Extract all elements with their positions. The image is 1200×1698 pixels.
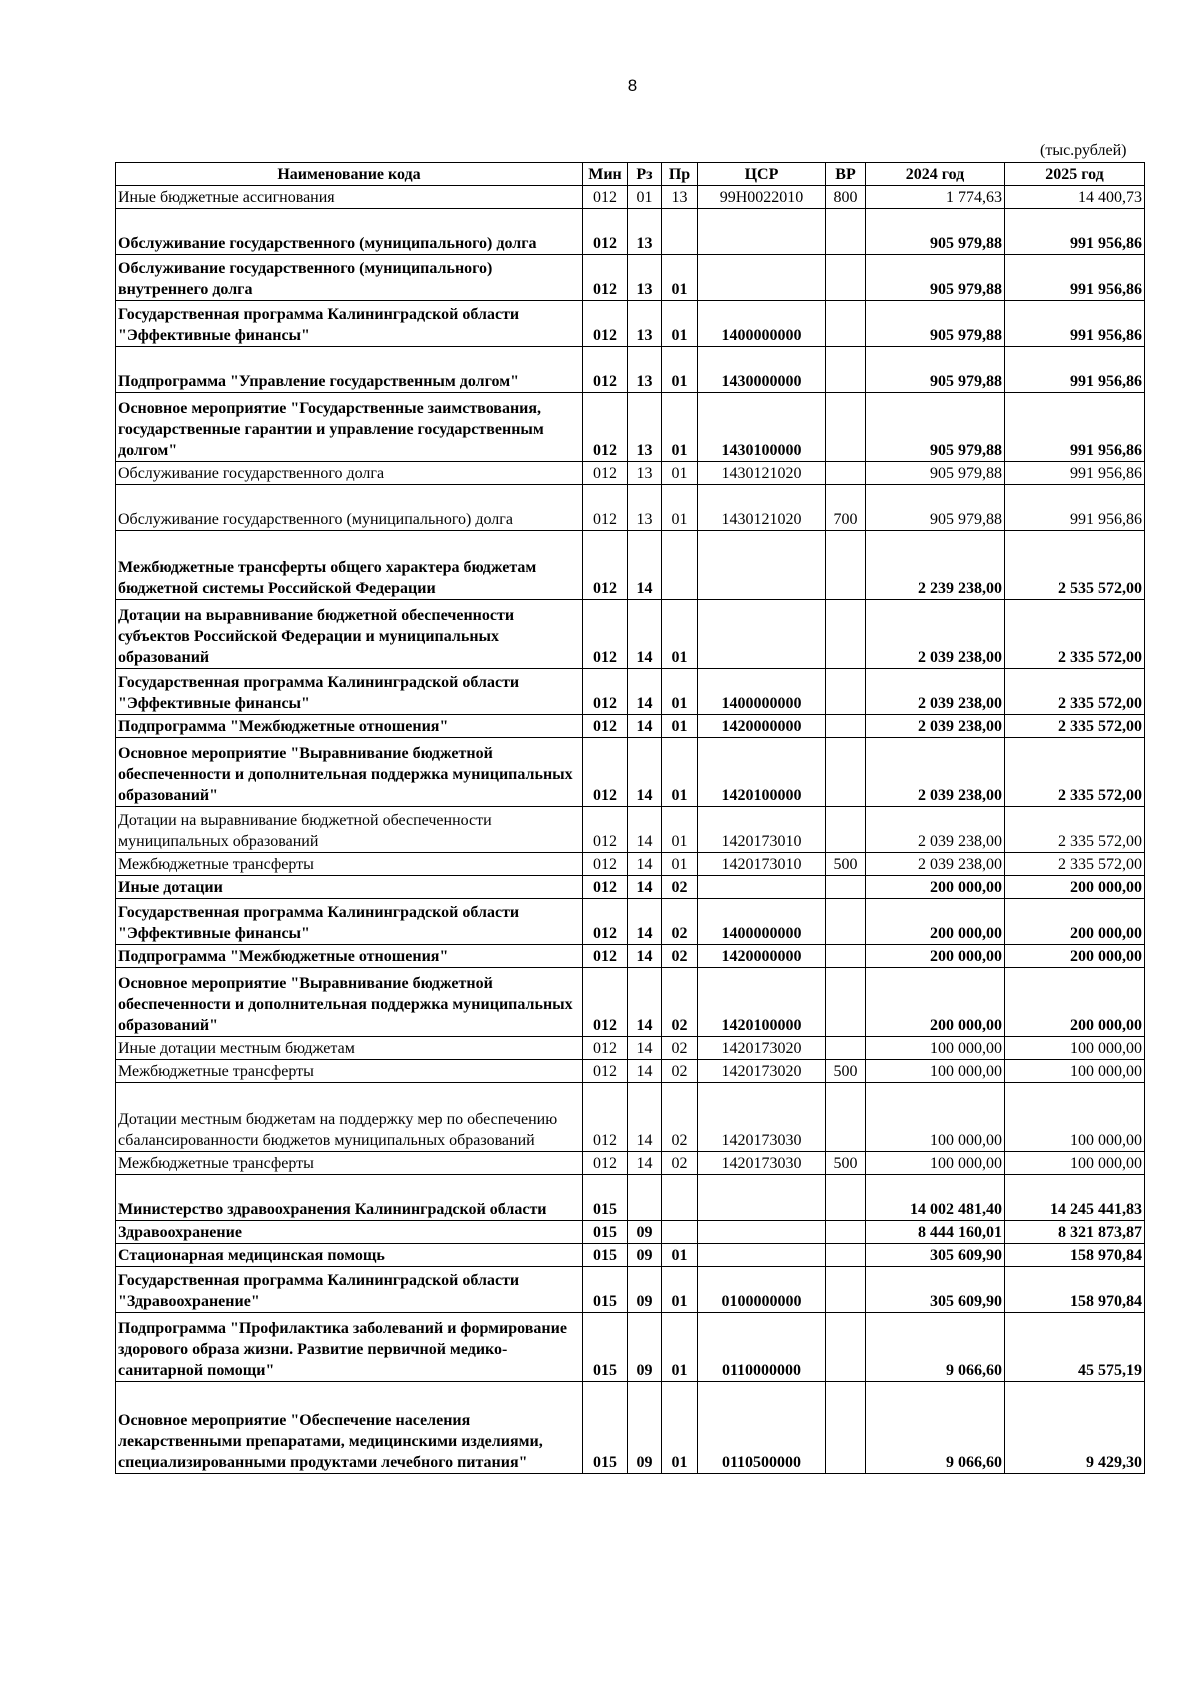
row-rz: 14 <box>628 669 662 715</box>
row-vr <box>826 715 866 738</box>
table-row <box>116 1037 1145 1060</box>
row-vr <box>826 1037 866 1060</box>
row-pr: 02 <box>662 945 698 968</box>
row-csr: 1420173010 <box>698 807 826 853</box>
row-name: Подпрограмма "Управление государственным долгом" <box>116 347 583 393</box>
row-name: Межбюджетные трансферты <box>116 1060 583 1083</box>
row-rz: 14 <box>628 968 662 1037</box>
table-row <box>116 347 1145 393</box>
row-rz: 09 <box>628 1313 662 1382</box>
row-vr <box>826 1221 866 1244</box>
row-csr: 1430121020 <box>698 462 826 485</box>
table-row <box>116 1083 1145 1152</box>
row-2025: 100 000,00 <box>1005 1083 1145 1152</box>
header-name: Наименование кода <box>116 163 583 186</box>
row-2025: 2 535 572,00 <box>1005 531 1145 600</box>
row-2024: 9 066,60 <box>866 1382 1005 1474</box>
row-csr <box>698 1175 826 1221</box>
row-min: 012 <box>583 255 628 301</box>
row-2024: 305 609,90 <box>866 1244 1005 1267</box>
row-csr <box>698 1221 826 1244</box>
row-min: 012 <box>583 347 628 393</box>
row-name: Основное мероприятие "Обеспечение населения лекарственными препаратами, медицинскими изделиями, специализированными продуктами лечебного питания" <box>116 1382 583 1474</box>
row-name: Подпрограмма "Профилактика заболеваний и формирование здорового образа жизни. Развитие первичной медико-санитарной помощи" <box>116 1313 583 1382</box>
row-rz: 09 <box>628 1221 662 1244</box>
row-2025: 991 956,86 <box>1005 255 1145 301</box>
row-2024: 1 774,63 <box>866 186 1005 209</box>
row-vr <box>826 347 866 393</box>
row-2024: 2 039 238,00 <box>866 715 1005 738</box>
row-2024: 2 039 238,00 <box>866 600 1005 669</box>
row-min: 012 <box>583 1037 628 1060</box>
row-name: Обслуживание государственного (муниципального) долга <box>116 209 583 255</box>
row-csr <box>698 600 826 669</box>
table-row <box>116 807 1145 853</box>
row-pr: 01 <box>662 255 698 301</box>
row-pr: 02 <box>662 899 698 945</box>
table-row <box>116 393 1145 462</box>
table-row <box>116 738 1145 807</box>
header-row <box>116 163 1145 186</box>
row-rz: 14 <box>628 1083 662 1152</box>
row-pr: 02 <box>662 1060 698 1083</box>
row-name: Основное мероприятие "Государственные заимствования, государственные гарантии и управление государственным долгом" <box>116 393 583 462</box>
row-pr: 01 <box>662 393 698 462</box>
row-min: 012 <box>583 301 628 347</box>
table-row <box>116 1313 1145 1382</box>
row-csr: 1420173030 <box>698 1152 826 1175</box>
row-vr <box>826 968 866 1037</box>
row-name: Министерство здравоохранения Калининградской области <box>116 1175 583 1221</box>
row-pr <box>662 1175 698 1221</box>
row-csr: 1400000000 <box>698 899 826 945</box>
row-2024: 14 002 481,40 <box>866 1175 1005 1221</box>
row-csr <box>698 1244 826 1267</box>
row-2024: 8 444 160,01 <box>866 1221 1005 1244</box>
row-pr: 02 <box>662 1152 698 1175</box>
row-2025: 158 970,84 <box>1005 1244 1145 1267</box>
row-pr: 01 <box>662 462 698 485</box>
header-rz: Рз <box>628 163 662 186</box>
row-name: Обслуживание государственного (муниципального) внутреннего долга <box>116 255 583 301</box>
row-2025: 8 321 873,87 <box>1005 1221 1145 1244</box>
row-pr: 02 <box>662 1037 698 1060</box>
row-pr: 13 <box>662 186 698 209</box>
table-row <box>116 301 1145 347</box>
row-vr <box>826 738 866 807</box>
row-min: 015 <box>583 1244 628 1267</box>
row-2024: 100 000,00 <box>866 1037 1005 1060</box>
row-csr: 1420100000 <box>698 968 826 1037</box>
row-pr: 01 <box>662 1382 698 1474</box>
row-pr: 01 <box>662 301 698 347</box>
row-min: 012 <box>583 600 628 669</box>
row-name: Дотации на выравнивание бюджетной обеспеченности муниципальных образований <box>116 807 583 853</box>
row-vr <box>826 531 866 600</box>
row-vr <box>826 255 866 301</box>
row-pr: 01 <box>662 600 698 669</box>
row-vr <box>826 600 866 669</box>
row-name: Государственная программа Калининградской области "Эффективные финансы" <box>116 669 583 715</box>
header-2024: 2024 год <box>866 163 1005 186</box>
row-vr <box>826 209 866 255</box>
row-2024: 100 000,00 <box>866 1060 1005 1083</box>
header-csr: ЦСР <box>698 163 826 186</box>
row-2025: 2 335 572,00 <box>1005 853 1145 876</box>
row-2024: 2 039 238,00 <box>866 853 1005 876</box>
row-vr <box>826 1175 866 1221</box>
row-2025: 14 400,73 <box>1005 186 1145 209</box>
row-pr <box>662 531 698 600</box>
units-note: (тыс.рублей) <box>1040 142 1127 159</box>
row-vr <box>826 1244 866 1267</box>
table-row <box>116 1175 1145 1221</box>
row-2024: 905 979,88 <box>866 301 1005 347</box>
row-2024: 305 609,90 <box>866 1267 1005 1313</box>
table-row <box>116 945 1145 968</box>
row-vr <box>826 301 866 347</box>
row-vr: 700 <box>826 485 866 531</box>
row-min: 015 <box>583 1267 628 1313</box>
row-csr: 1420173010 <box>698 853 826 876</box>
row-name: Дотации местным бюджетам на поддержку мер по обеспечению сбалансированности бюджетов муниципальных образований <box>116 1083 583 1152</box>
row-csr: 0110000000 <box>698 1313 826 1382</box>
row-rz: 14 <box>628 1060 662 1083</box>
header-2025: 2025 год <box>1005 163 1145 186</box>
row-rz <box>628 1175 662 1221</box>
row-min: 012 <box>583 531 628 600</box>
row-name: Основное мероприятие "Выравнивание бюджетной обеспеченности и дополнительная поддержка муниципальных образований" <box>116 968 583 1037</box>
row-pr: 01 <box>662 1313 698 1382</box>
row-rz: 01 <box>628 186 662 209</box>
row-2025: 2 335 572,00 <box>1005 738 1145 807</box>
row-2024: 200 000,00 <box>866 945 1005 968</box>
row-2025: 991 956,86 <box>1005 485 1145 531</box>
row-2024: 2 039 238,00 <box>866 738 1005 807</box>
row-min: 012 <box>583 669 628 715</box>
table-row <box>116 853 1145 876</box>
row-min: 012 <box>583 968 628 1037</box>
table-row <box>116 531 1145 600</box>
row-name: Основное мероприятие "Выравнивание бюджетной обеспеченности и дополнительная поддержка муниципальных образований" <box>116 738 583 807</box>
row-vr <box>826 945 866 968</box>
row-2025: 991 956,86 <box>1005 301 1145 347</box>
row-2025: 100 000,00 <box>1005 1152 1145 1175</box>
row-min: 012 <box>583 738 628 807</box>
table-row <box>116 186 1145 209</box>
page-number: 8 <box>627 76 638 95</box>
row-pr: 01 <box>662 715 698 738</box>
row-min: 012 <box>583 209 628 255</box>
row-name: Межбюджетные трансферты <box>116 853 583 876</box>
row-min: 012 <box>583 186 628 209</box>
row-csr: 1430000000 <box>698 347 826 393</box>
row-2024: 100 000,00 <box>866 1083 1005 1152</box>
row-pr <box>662 1221 698 1244</box>
budget-table <box>115 162 1145 1474</box>
row-min: 012 <box>583 899 628 945</box>
row-rz: 09 <box>628 1244 662 1267</box>
row-min: 012 <box>583 1152 628 1175</box>
row-pr: 01 <box>662 669 698 715</box>
row-min: 012 <box>583 1060 628 1083</box>
row-pr <box>662 209 698 255</box>
row-2024: 905 979,88 <box>866 485 1005 531</box>
row-2024: 200 000,00 <box>866 876 1005 899</box>
table-row <box>116 669 1145 715</box>
row-csr: 0110500000 <box>698 1382 826 1474</box>
row-rz: 13 <box>628 255 662 301</box>
row-pr: 01 <box>662 1267 698 1313</box>
row-rz: 14 <box>628 899 662 945</box>
row-rz: 13 <box>628 209 662 255</box>
table-row <box>116 600 1145 669</box>
row-name: Государственная программа Калининградской области "Эффективные финансы" <box>116 899 583 945</box>
row-pr: 02 <box>662 1083 698 1152</box>
row-rz: 14 <box>628 715 662 738</box>
table-row <box>116 1221 1145 1244</box>
row-2024: 2 239 238,00 <box>866 531 1005 600</box>
row-min: 012 <box>583 876 628 899</box>
row-name: Иные бюджетные ассигнования <box>116 186 583 209</box>
row-2024: 9 066,60 <box>866 1313 1005 1382</box>
row-pr: 01 <box>662 738 698 807</box>
row-rz: 13 <box>628 347 662 393</box>
table-row <box>116 1267 1145 1313</box>
row-vr <box>826 669 866 715</box>
row-2025: 14 245 441,83 <box>1005 1175 1145 1221</box>
table-row <box>116 899 1145 945</box>
row-rz: 13 <box>628 462 662 485</box>
row-vr <box>826 1313 866 1382</box>
row-2025: 991 956,86 <box>1005 393 1145 462</box>
row-name: Иные дотации <box>116 876 583 899</box>
row-name: Подпрограмма "Межбюджетные отношения" <box>116 945 583 968</box>
row-name: Обслуживание государственного долга <box>116 462 583 485</box>
row-2025: 991 956,86 <box>1005 209 1145 255</box>
row-2025: 158 970,84 <box>1005 1267 1145 1313</box>
row-pr: 01 <box>662 807 698 853</box>
row-pr: 02 <box>662 876 698 899</box>
row-min: 015 <box>583 1382 628 1474</box>
row-pr: 01 <box>662 347 698 393</box>
row-vr <box>826 393 866 462</box>
row-name: Межбюджетные трансферты <box>116 1152 583 1175</box>
row-pr: 01 <box>662 1244 698 1267</box>
row-csr <box>698 531 826 600</box>
row-min: 012 <box>583 715 628 738</box>
row-vr <box>826 807 866 853</box>
row-pr: 01 <box>662 485 698 531</box>
row-2025: 200 000,00 <box>1005 876 1145 899</box>
row-2025: 2 335 572,00 <box>1005 669 1145 715</box>
row-vr <box>826 1083 866 1152</box>
table-row <box>116 1382 1145 1474</box>
row-csr <box>698 255 826 301</box>
row-min: 015 <box>583 1221 628 1244</box>
row-rz: 14 <box>628 1037 662 1060</box>
row-rz: 13 <box>628 485 662 531</box>
row-2024: 200 000,00 <box>866 899 1005 945</box>
row-2025: 2 335 572,00 <box>1005 715 1145 738</box>
row-name: Дотации на выравнивание бюджетной обеспеченности субъектов Российской Федерации и муниципальных образований <box>116 600 583 669</box>
row-name: Иные дотации местным бюджетам <box>116 1037 583 1060</box>
row-vr <box>826 462 866 485</box>
row-rz: 13 <box>628 301 662 347</box>
row-csr <box>698 209 826 255</box>
row-name: Государственная программа Калининградской области "Здравоохранение" <box>116 1267 583 1313</box>
row-2024: 905 979,88 <box>866 209 1005 255</box>
table-row <box>116 1060 1145 1083</box>
row-rz: 14 <box>628 738 662 807</box>
row-rz: 09 <box>628 1267 662 1313</box>
row-csr: 1420100000 <box>698 738 826 807</box>
table-row <box>116 255 1145 301</box>
row-csr: 0100000000 <box>698 1267 826 1313</box>
row-pr: 01 <box>662 853 698 876</box>
table-row <box>116 715 1145 738</box>
row-rz: 14 <box>628 853 662 876</box>
row-2024: 905 979,88 <box>866 347 1005 393</box>
row-csr: 1430100000 <box>698 393 826 462</box>
row-vr <box>826 876 866 899</box>
row-min: 015 <box>583 1175 628 1221</box>
row-name: Здравоохранение <box>116 1221 583 1244</box>
row-csr: 1430121020 <box>698 485 826 531</box>
row-min: 012 <box>583 393 628 462</box>
row-min: 012 <box>583 485 628 531</box>
row-name: Межбюджетные трансферты общего характера бюджетам бюджетной системы Российской Федерации <box>116 531 583 600</box>
table-row <box>116 876 1145 899</box>
row-min: 015 <box>583 1313 628 1382</box>
header-min: Мин <box>583 163 628 186</box>
row-2024: 905 979,88 <box>866 255 1005 301</box>
row-vr <box>826 899 866 945</box>
row-name: Государственная программа Калининградской области "Эффективные финансы" <box>116 301 583 347</box>
row-name: Стационарная медицинская помощь <box>116 1244 583 1267</box>
header-pr: Пр <box>662 163 698 186</box>
row-vr <box>826 1267 866 1313</box>
row-csr <box>698 876 826 899</box>
row-csr: 1420000000 <box>698 945 826 968</box>
row-vr: 500 <box>826 1152 866 1175</box>
table-row <box>116 462 1145 485</box>
row-2025: 991 956,86 <box>1005 462 1145 485</box>
row-csr: 1420173020 <box>698 1037 826 1060</box>
row-2024: 905 979,88 <box>866 462 1005 485</box>
row-2025: 45 575,19 <box>1005 1313 1145 1382</box>
row-2025: 9 429,30 <box>1005 1382 1145 1474</box>
row-name: Обслуживание государственного (муниципального) долга <box>116 485 583 531</box>
row-2025: 2 335 572,00 <box>1005 600 1145 669</box>
table-row <box>116 209 1145 255</box>
row-2025: 991 956,86 <box>1005 347 1145 393</box>
table-row <box>116 485 1145 531</box>
row-2024: 2 039 238,00 <box>866 669 1005 715</box>
row-rz: 13 <box>628 393 662 462</box>
row-2025: 100 000,00 <box>1005 1060 1145 1083</box>
row-csr: 1400000000 <box>698 301 826 347</box>
row-rz: 14 <box>628 600 662 669</box>
row-csr: 1420000000 <box>698 715 826 738</box>
table-row <box>116 1244 1145 1267</box>
row-csr: 99Н0022010 <box>698 186 826 209</box>
row-rz: 14 <box>628 807 662 853</box>
header-vr: ВР <box>826 163 866 186</box>
row-min: 012 <box>583 1083 628 1152</box>
row-min: 012 <box>583 945 628 968</box>
table-row <box>116 968 1145 1037</box>
row-2025: 100 000,00 <box>1005 1037 1145 1060</box>
row-2024: 2 039 238,00 <box>866 807 1005 853</box>
row-2024: 100 000,00 <box>866 1152 1005 1175</box>
row-rz: 09 <box>628 1382 662 1474</box>
row-pr: 02 <box>662 968 698 1037</box>
row-2024: 200 000,00 <box>866 968 1005 1037</box>
row-2025: 200 000,00 <box>1005 968 1145 1037</box>
row-min: 012 <box>583 807 628 853</box>
row-csr: 1420173030 <box>698 1083 826 1152</box>
row-rz: 14 <box>628 876 662 899</box>
table-row <box>116 1152 1145 1175</box>
row-rz: 14 <box>628 945 662 968</box>
row-vr: 800 <box>826 186 866 209</box>
row-rz: 14 <box>628 1152 662 1175</box>
row-csr: 1420173020 <box>698 1060 826 1083</box>
row-vr: 500 <box>826 853 866 876</box>
row-min: 012 <box>583 462 628 485</box>
row-vr: 500 <box>826 1060 866 1083</box>
row-2025: 200 000,00 <box>1005 945 1145 968</box>
row-2024: 905 979,88 <box>866 393 1005 462</box>
row-name: Подпрограмма "Межбюджетные отношения" <box>116 715 583 738</box>
row-vr <box>826 1382 866 1474</box>
row-csr: 1400000000 <box>698 669 826 715</box>
row-2025: 200 000,00 <box>1005 899 1145 945</box>
row-2025: 2 335 572,00 <box>1005 807 1145 853</box>
row-rz: 14 <box>628 531 662 600</box>
row-min: 012 <box>583 853 628 876</box>
